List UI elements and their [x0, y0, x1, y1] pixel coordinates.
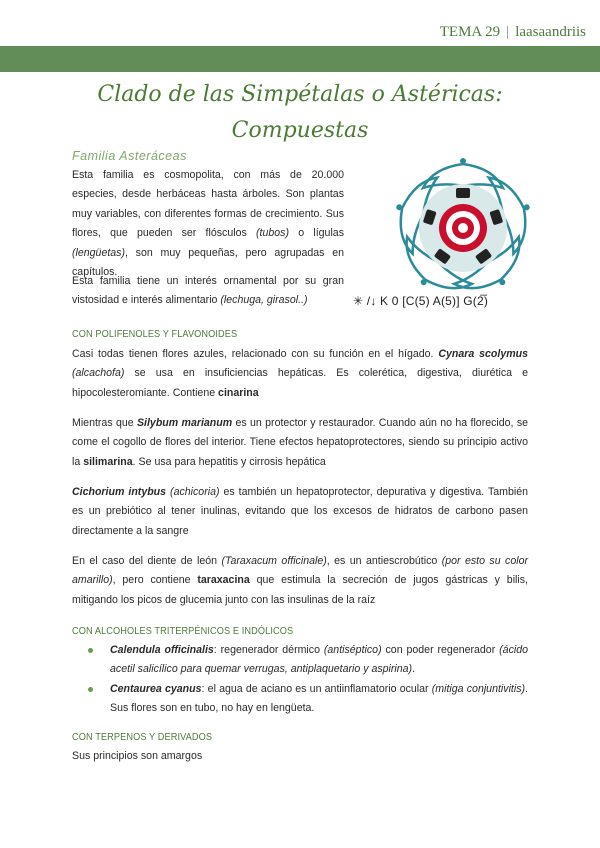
text-run: taraxacina — [197, 574, 250, 587]
paragraph-cichorium — [72, 483, 528, 541]
author-label: laasaandriis — [515, 24, 586, 40]
text-run: , pero contiene — [112, 574, 198, 587]
header-bar — [0, 46, 600, 72]
text-run: Silybum marianum — [136, 417, 233, 429]
text-run: es un protector y restaurador. Cuando aún no ha florecido, se come el cogollo de flores del interior. Tiene efectos hepatoprotectores, siendo su principio activo la — [72, 417, 529, 468]
text-run: es también un hepatoprotector, depurativa y digestiva. También es un prebiótico al tener inulinas, evitando que los excesos de hidratos de carbono pasen directamente a la sangre — [72, 486, 528, 537]
text-run: (achicoria) — [170, 486, 220, 498]
section-heading-alcoholes: CON ALCOHOLES TRITERPÉNICOS E INDÓLICOS — [72, 626, 294, 637]
text-run: , son muy pequeñas, pero agrupadas en capítulos. — [72, 246, 344, 279]
text-run: : el agua de aciano es un antiinflamatorio ocular — [201, 682, 432, 695]
text-run: (lechuga, girasol..) — [220, 294, 308, 307]
text-run: (ácido acetil salicílico para quemar verrugas, antiplaquetario y aspirina) — [110, 644, 529, 676]
text-run: Esta familia tiene un interés ornamental por su gran vistosidad e interés alimentario — [72, 275, 344, 307]
paragraph-silybum — [72, 414, 528, 472]
text-run: . Se usa para hepatitis y cirrosis hepática — [132, 455, 326, 468]
intro-paragraph-2 — [72, 272, 344, 311]
text-run: Cichorium intybus — [72, 486, 167, 498]
floral-diagram — [393, 158, 533, 298]
bullet-icon — [88, 648, 93, 653]
paragraph-cynara — [72, 345, 528, 403]
text-run: se usa en insuficiencias hepáticas. Es colerética, digestiva, diurética e hipocolesteromiante. Contiene — [72, 367, 528, 399]
text-run: (lengüetas) — [72, 246, 125, 259]
text-run: (mitiga conjuntivitis) — [431, 682, 526, 695]
text-run: Mientras que — [72, 417, 137, 429]
text-run: Calendula officinalis — [110, 644, 214, 656]
bullet-icon — [88, 687, 93, 692]
floral-formula: ✳ /↓ K 0 [C(5) A(5)] G(2̅) — [353, 294, 489, 308]
intro-paragraph-1 — [72, 166, 344, 282]
text-run: : regenerador dérmico — [213, 644, 324, 656]
text-run: que estimula la secreción de jugos gástricas y bilis, mitigando los picos de glucemia junto con las insulinas de la raíz — [72, 574, 529, 606]
alcoholes-list — [88, 641, 528, 719]
text-run: cinarina — [218, 386, 259, 399]
page-header — [440, 24, 586, 41]
text-run: . — [412, 663, 416, 676]
ovary — [439, 204, 487, 252]
list-item — [88, 641, 528, 680]
paragraph-taraxacum — [72, 552, 528, 610]
text-run: (tubos) — [256, 227, 289, 240]
section-heading-terpenos: CON TERPENOS Y DERIVADOS — [72, 732, 213, 743]
header-separator: | — [506, 24, 510, 40]
text-run: . Sus flores son en tubo, no hay en lengüeta. — [110, 682, 528, 715]
text-run: (Taraxacum officinale) — [221, 555, 327, 567]
text-run: Esta familia es cosmopolita, con más de 20.000 especies, desde herbáceas hasta árboles. Son plantas muy variables, con diferentes formas de crecimiento. Sus flores, que pueden ser flósculos — [72, 169, 344, 240]
family-heading: Familia Asteráceas — [72, 149, 187, 163]
text-run: Centaurea cyanus — [110, 682, 202, 695]
topic-label: TEMA 29 — [439, 24, 501, 40]
section-heading-polifenoles: CON POLIFENOLES Y FLAVONOIDES — [72, 329, 238, 340]
text-run: En el caso del diente de león — [72, 555, 222, 567]
text-run: silimarina — [83, 455, 133, 468]
text-run: (por esto su color amarillo) — [72, 555, 529, 587]
text-run: o lígulas — [289, 227, 344, 240]
list-item-text — [110, 644, 528, 675]
page-title: Clado de las Simpétalas o Astéricas: — [97, 82, 503, 107]
text-run: con poder regenerador — [381, 644, 500, 656]
text-run: (antiséptico) — [323, 644, 382, 656]
list-item — [88, 680, 528, 719]
list-item-text — [110, 683, 528, 714]
page-title-line2: Compuestas — [231, 118, 369, 143]
text-run: Casi todas tienen flores azules, relacionado con su función en el hígado. — [72, 348, 439, 360]
text-run: , es un antiescrobútico — [326, 555, 442, 567]
text-run: Cynara scolymus — [438, 348, 528, 360]
paragraph-terpenos: Sus principios son amargos — [72, 750, 203, 762]
text-run: (alcachofa) — [72, 367, 125, 380]
